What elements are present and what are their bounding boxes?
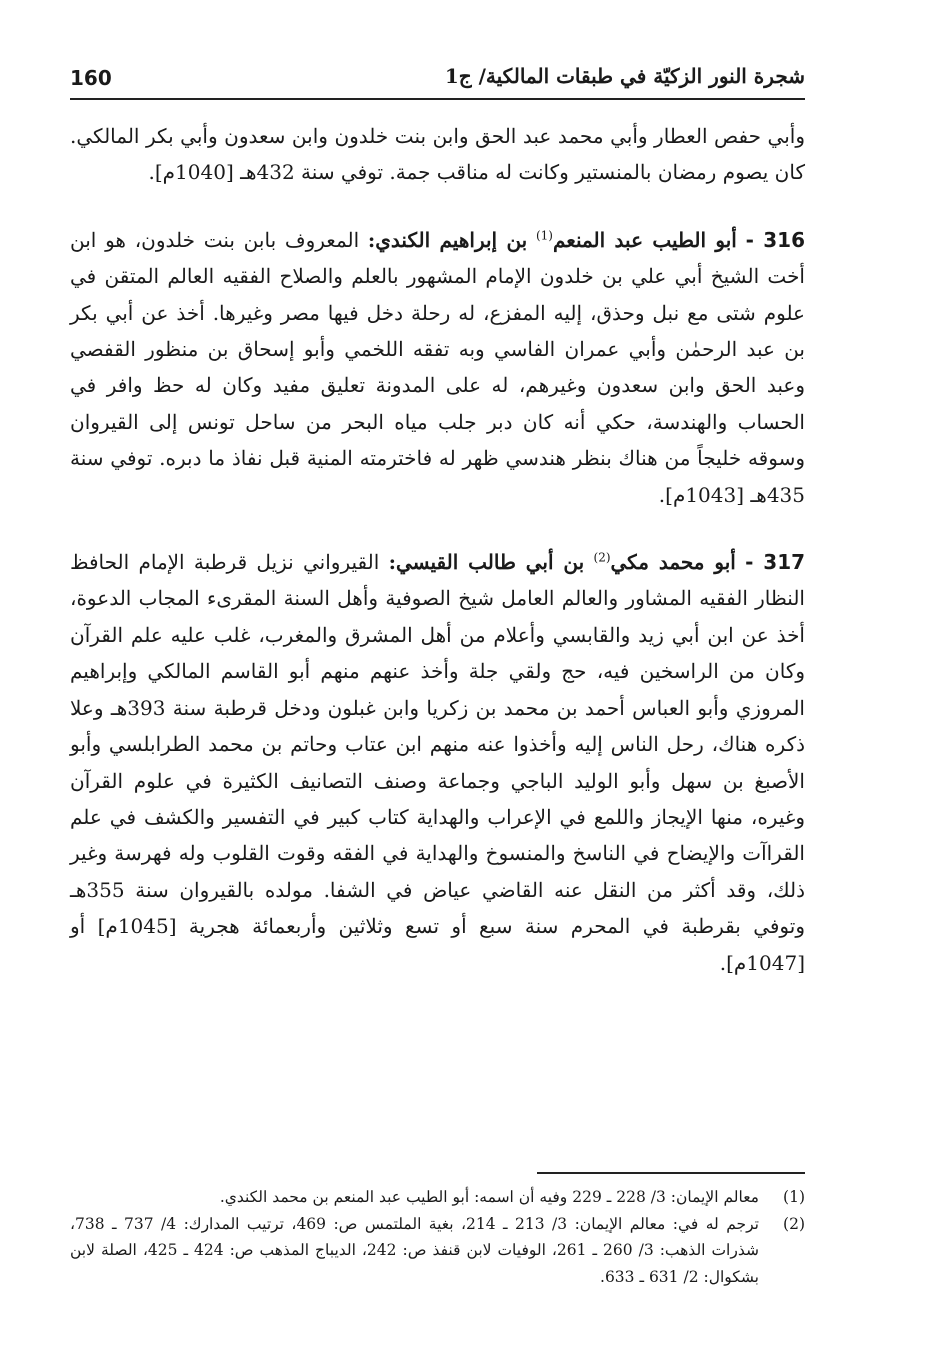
running-title: شجرة النور الزكيّة في طبقات المالكية/ ج1 xyxy=(444,64,805,88)
entry-text: القيرواني نزيل قرطبة الإمام الحافظ النظار الفقيه المشاور والعالم العامل شيخ الصوفية وأهل السنة المقرىء المجاب الدعوة، أخذ عن ابن أبي زيد والقابسي وأعلام من أهل المشرق والمغرب، غلب عليه علم القرآن وكان من الراسخين فيه، حج ولقي جلة وأخذ عنهم منهم أبو القاسم المالكي وإبراهيم المروزي وأبو العباس أحمد بن محمد بن زكريا وابن غبلون ودخل قرطبة سنة 393هـ وعلا ذكره هناك، رحل الناس إليه وأخذوا عنه منهم ابن عتاب وحاتم بن محمد الطرابلسي وأبو الأصبغ بن سهل وأبو الوليد الباجي وجماعة وصنف التصانيف الكثيرة في علوم القرآن وغيره، منها الإيجاز واللمع في الإعراب والهداية كتاب كبير في التفسير والكشف في علم القراآت والإيضاح في الناسخ والمنسوخ والهداية في الفقه وقوت القلوب وله فهرسة وغير ذلك، وقد أكثر من النقل عنه القاضي عياض في الشفا. مولده بالقيروان سنة 355هـ وتوفي بقرطبة في المحرم سنة سبع أو تسع وثلاثين وأربعمائة هجرية [1045م] أو [1047م]. xyxy=(70,550,806,975)
entry-text: المعروف بابن بنت خلدون، هو ابن أخت الشيخ أبي علي بن خلدون الإمام المشهور بالعلم والصلاح الفقيه العالم المتقن في علوم شتى مع نبل وحذق، إليه المفزع، له رحلة دخل فيها مصر وغيرها. أخذ عن أبي بكر بن عبد الرحمٰن وأبي عمران الفاسي وبه تفقه اللخمي وأبو إسحاق بن منظور القفصي وعبد الحق وابن سعدون وغيرهم، له على المدونة تعليق مفيد وكان له حظ وافر في الحساب والهندسة، حكي أنه كان دبر جلب مياه البحر من ساحل تونس إلى القيروان وسوقه خليجاً من هناك بنظر هندسي ظهر له فاخترمته المنية قبل نفاذ ما دبره. توفي سنة 435هـ [1043م]. xyxy=(70,227,805,507)
footnote-mark: (2) xyxy=(783,1214,805,1233)
header-divider xyxy=(70,98,805,100)
footnote-1 xyxy=(70,1184,805,1211)
footnote-text: معالم الإيمان: 3/ 228 ـ 229 وفيه أن اسمه: أبو الطيب عبد المنعم بن محمد الكندي. xyxy=(219,1188,759,1206)
footnote-ref: (2) xyxy=(593,550,611,565)
entry-name: أبو محمد مكي xyxy=(610,550,736,575)
entry-name-continued: بن أبي طالب القيسي: xyxy=(388,550,585,575)
page-number: 160 xyxy=(70,66,112,90)
entry-name-continued: بن إبراهيم الكندي: xyxy=(367,227,528,252)
entry-number: 316 - xyxy=(745,227,805,252)
entry-number: 317 - xyxy=(745,550,806,575)
footnote-mark: (1) xyxy=(783,1188,805,1206)
biography-entry-316 xyxy=(70,222,805,513)
entry-name: أبو الطيب عبد المنعم xyxy=(552,227,737,252)
footnote-divider xyxy=(537,1172,805,1174)
footnote-ref: (1) xyxy=(535,228,553,243)
intro-paragraph: وأبي حفص العطار وأبي محمد عبد الحق وابن بنت خلدون وابن سعدون وأبي بكر المالكي. كان يصوم رمضان بالمنستير وكانت له مناقب جمة. توفي سنة 432هـ [1040م]. xyxy=(70,124,805,185)
biography-entry-317 xyxy=(70,544,805,981)
footnote-text: ترجم له في: معالم الإيمان: 3/ 213 ـ 214، بغية الملتمس ص: 469، ترتيب المدارك: 4/ 737 ـ 738، شذرات الذهب: 3/ 260 ـ 261، الوفيات لابن قنفذ ص: 242، الديباج المذهب ص: 424 ـ 425، الصلة لابن بشكوال: 2/ 631 ـ 633. xyxy=(70,1214,759,1286)
page-header xyxy=(70,62,805,102)
main-text xyxy=(70,118,805,981)
footnote-2 xyxy=(70,1211,805,1291)
footnotes xyxy=(70,1184,805,1290)
